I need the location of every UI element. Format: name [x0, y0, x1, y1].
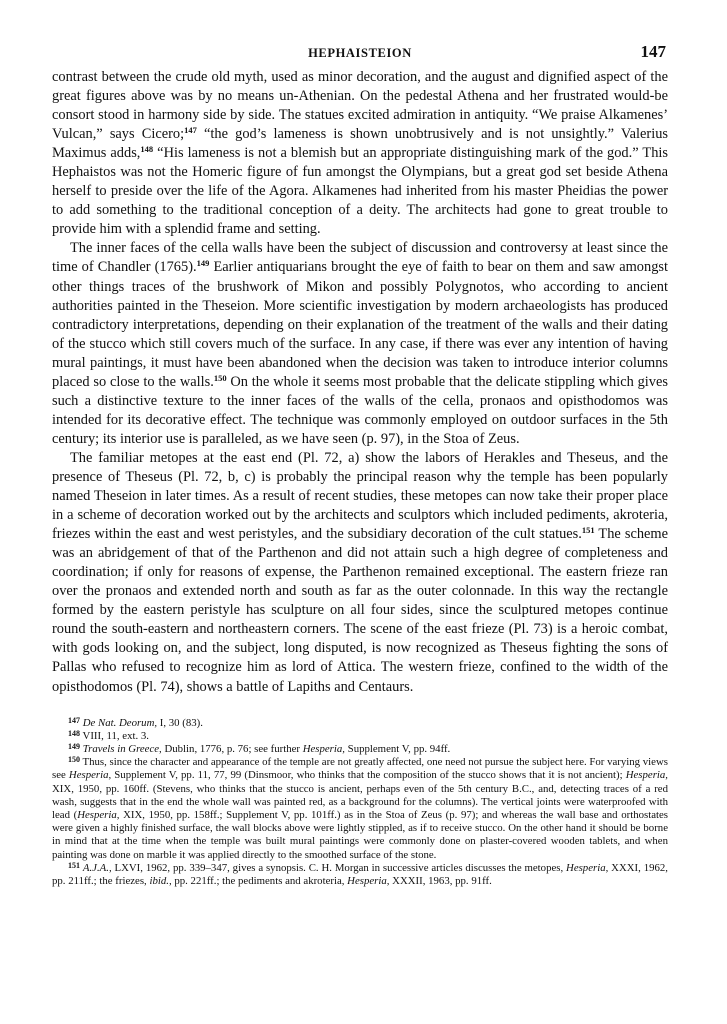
footnote-number: 147 [68, 715, 80, 725]
paragraph-text: Earlier antiquarians brought the eye of faith to bear on them and saw amongst other things traces of the brushwork of Mikon and possibly Polygnotos, who according to ancient authorities painted in the Theseion. More scientific investigation by modern archaeologists has produced contradictory interpretations, depending on their explanation of the treatment of the walls and their dating of the stucco which still covers much of the surface. In any case, if there was ever any intention of having mural paintings, it must have been abandoned when the decision was taken to introduce interior columns placed so close to the walls. [52, 259, 668, 390]
paragraph-text: contrast between the crude old myth, used as minor decoration, and the august and dignified aspect of the great figures above was by no means un-Athenian. On the pedestal Athena and her frustrated would-be consort stood in harmony side by side. The statues excited admiration in antiquity. “We praise Alkamenes’ Vulcan,” says Cicero; [52, 69, 668, 143]
paragraph-text: “the god’s lameness is shown unobtrusively and is not unsightly.” Valerius Maximus adds, [52, 126, 669, 162]
footnote-number: 149 [68, 741, 80, 751]
page [52, 38, 668, 888]
footnote-text: Supplement V, pp. 11, 77, 99 (Dinsmoor, who thinks that the composition of the stucco shows that it is not ancient); [111, 769, 626, 782]
footnote [52, 756, 668, 862]
footnote-text: Hesperia, [347, 874, 390, 887]
footnote [52, 730, 668, 743]
footnote-text: A.J.A., [82, 861, 112, 874]
paragraph [52, 239, 668, 449]
footnote [52, 862, 668, 888]
page-number: 147 [640, 42, 666, 61]
footnote-text: XXXI, 1962, pp. 211ff.; the friezes, [52, 861, 668, 887]
footnotes [52, 717, 668, 889]
footnote-text: Hesperia, [302, 742, 345, 755]
paragraph-text: “His lameness is not a blemish but an appropriate distinguishing mark of the god.” This Hephaistos was not the Homeric figure of fun amongst the Olympians, but a great god set beside Athena herself to preside over the life of the Agora. Alkamenes had inherited from his master Pheidias the power to add something to the traditional conception of a deity. The architects had gone to great trouble to provide him with a splendid frame and setting. [52, 145, 668, 238]
footnote-ref[interactable]: 150 [213, 372, 227, 383]
footnote-text: Dublin, 1776, p. 76; see further [161, 742, 303, 755]
paragraph [52, 68, 668, 239]
footnote-text: De Nat. Deorum, [82, 716, 158, 729]
footnote-text: VIII, 11, ext. 3. [82, 729, 149, 742]
paragraph-text: The familiar metopes at the east end (Pl. 72, a) show the labors of Herakles and Theseus, and the presence of Theseus (Pl. 72, b, c) is probably the principal reason why the temple has been popularly named Theseion in later times. As a result of recent studies, these metopes can now take their proper place in a scheme of decoration worked out by the architects and sculptors which included pediments, akroteria, friezes within the east and west peristyles, and the subsidiary decoration of the cult statues. [52, 449, 668, 543]
footnote-text: pp. 221ff.; the pediments and akroteria, [171, 874, 348, 887]
footnote-number: 150 [68, 755, 80, 765]
footnote-text: Supplement V, pp. 94ff. [344, 742, 451, 755]
paragraph [52, 449, 668, 697]
footnote-text: XXXII, 1963, pp. 91ff. [389, 874, 492, 887]
footnote [52, 717, 668, 730]
footnote-text: Travels in Greece, [82, 742, 162, 755]
footnote-text: XIX, 1950, pp. 160ff. (Stevens, who thinks that the stucco is ancient, perhaps even of the 5th century B.C., and, detecting traces of a red wash, suggests that in the end the whole wall was painted red, as a background for the columns). The vertical joints were waterproofed with lead ( [52, 782, 668, 821]
running-head [52, 38, 668, 62]
footnote-text: ibid., [149, 874, 172, 887]
footnote-text: Hesperia, [625, 769, 668, 782]
paragraph-text: The inner faces of the cella walls have been the subject of discussion and controversy at least since the time of Chandler (1765). [52, 240, 668, 276]
body-text [52, 68, 668, 697]
footnote-text: XIX, 1950, pp. 158ff.; Supplement V, pp. 101ff.) as in the Stoa of Zeus (p. 97); and whereas the wall base and orthostates were given a highly finished surface, the wall blocks above were lightly stippled, as if to receive stucco. On the other hand it should be borne in mind that at the time when the temple was built mural paintings were commonly done on plaster-covered wooden tablets, and when painting was done on marble it was applied directly to the smoothed surface of the stone. [52, 808, 668, 861]
footnote-number: 151 [68, 860, 80, 870]
footnote-ref[interactable]: 151 [581, 525, 595, 536]
footnote-text: Thus, since the character and appearance of the temple are not greatly affected, one need not pursue the subject here. For varying views see [52, 756, 668, 782]
footnote-ref[interactable]: 147 [184, 125, 197, 136]
footnote-ref[interactable]: 148 [140, 144, 154, 155]
footnote-text: LXVI, 1962, pp. 339–347, gives a synopsis. C. H. Morgan in successive articles discusses the metopes, [111, 861, 567, 874]
footnote-text: Hesperia, [566, 861, 609, 874]
paragraph-text: The scheme was an abridgement of that of the Parthenon and did not attain such a high degree of completeness and coordination; if only for reasons of expense, the Parthenon remained exceptional. The eastern frieze ran over the pronaos and extended north and south as far as the outer colonnade. In this way the rectangle formed by the eastern peristyle has sculpture on all four sides, since the sculptured metopes continue round the south-eastern and northeastern corners. The scene of the east frieze (Pl. 73) is a heroic combat, with gods looking on, and the subject, long disputed, is now recognized as Theseus fighting the sons of Pallas who refused to recognize him as lord of Attica. The western frieze, confined to the width of the opisthodomos (Pl. 74), shows a battle of Lapiths and Centaurs. [52, 526, 668, 695]
footnote [52, 743, 668, 756]
footnote-text: Hesperia, [77, 808, 120, 821]
running-head-title: HEPHAISTEION [308, 46, 412, 60]
footnote-ref[interactable]: 149 [196, 258, 210, 269]
paragraph-text: On the whole it seems most probable that the delicate stippling which gives such a distinctive texture to the inner faces of the walls of the cella, pronaos and opisthodomos was intended for its decorative effect. The technique was commonly employed on outdoor surfaces in the 5th century; its interior use is paralleled, as we have seen (p. 97), in the Stoa of Zeus. [52, 373, 668, 447]
footnote-text: I, 30 (83). [157, 716, 203, 729]
footnote-number: 148 [68, 728, 80, 738]
footnote-text: Hesperia, [68, 769, 112, 782]
